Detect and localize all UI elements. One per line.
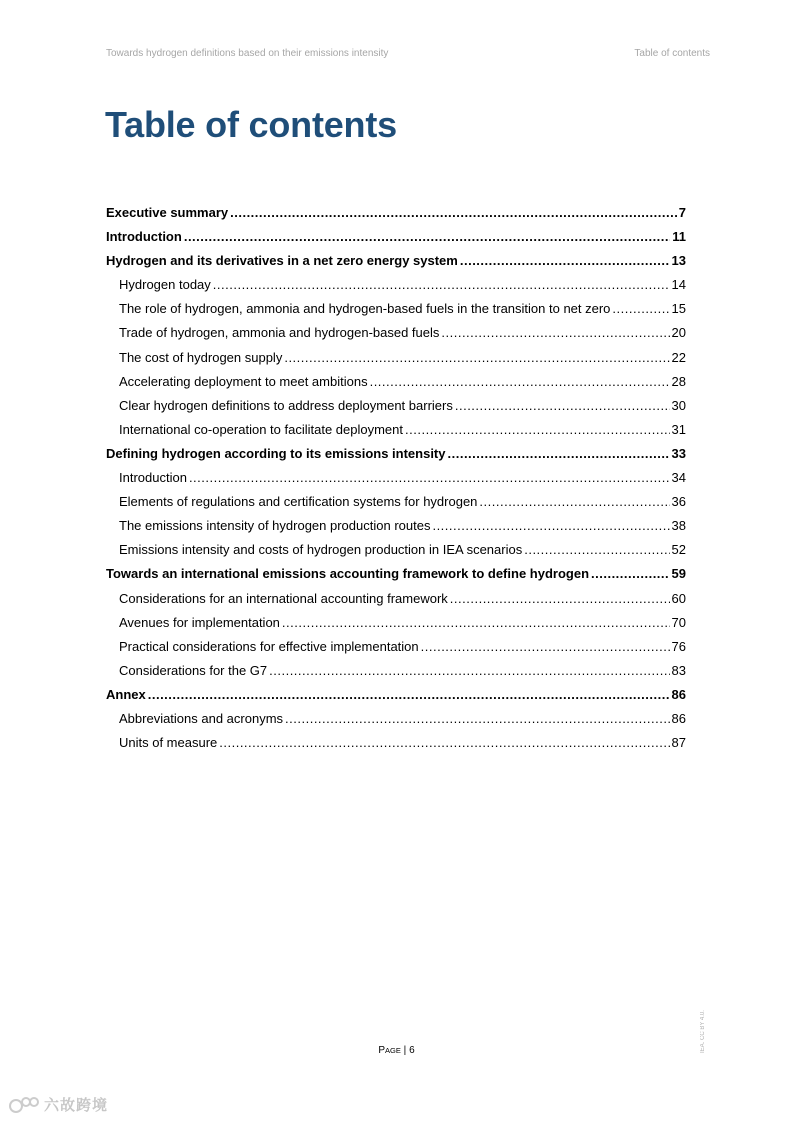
toc-entry-page: 34 — [671, 470, 686, 486]
toc-entry[interactable] — [106, 418, 686, 442]
page-label-initial: P — [378, 1045, 386, 1056]
toc-entry-page: 83 — [671, 662, 686, 678]
toc-entry-title: The emissions intensity of hydrogen production routes — [119, 518, 431, 534]
toc-dot-leader — [455, 394, 670, 418]
toc-entry-title: Hydrogen today — [119, 277, 211, 293]
toc-entry-title: Introduction — [119, 470, 187, 486]
toc-entry[interactable] — [106, 370, 686, 394]
page-separator: | — [403, 1045, 407, 1056]
toc-dot-leader — [230, 201, 677, 225]
toc-dot-leader — [219, 731, 669, 755]
toc-entry[interactable] — [106, 490, 686, 514]
toc-dot-leader — [479, 490, 669, 514]
toc-entry-page: 52 — [671, 542, 686, 558]
toc-entry[interactable] — [106, 611, 686, 635]
toc-entry-title: Annex — [106, 686, 146, 702]
toc-entry[interactable] — [106, 346, 686, 370]
toc-entry-title: Avenues for implementation — [119, 614, 280, 630]
toc-entry-title: Clear hydrogen definitions to address deployment barriers — [119, 397, 453, 413]
toc-entry[interactable] — [106, 273, 686, 297]
toc-dot-leader — [591, 562, 670, 586]
toc-entry-title: Trade of hydrogen, ammonia and hydrogen-based fuels — [119, 325, 440, 341]
toc-dot-leader — [441, 321, 669, 345]
toc-entry-title: The cost of hydrogen supply — [119, 349, 283, 365]
toc-entry[interactable] — [106, 562, 686, 586]
toc-dot-leader — [213, 273, 670, 297]
toc-entry-page: 15 — [671, 301, 686, 317]
toc-entry[interactable] — [106, 635, 686, 659]
toc-entry-page: 13 — [671, 253, 686, 269]
toc-entry-page: 30 — [671, 397, 686, 413]
toc-dot-leader — [148, 683, 670, 707]
toc-entry-title: The role of hydrogen, ammonia and hydrogen-based fuels in the transition to net zero — [119, 301, 611, 317]
toc-dot-leader — [184, 225, 670, 249]
toc-entry[interactable] — [106, 225, 686, 249]
toc-entry-page: 76 — [671, 638, 686, 654]
toc-entry-page: 33 — [671, 445, 686, 461]
toc-entry[interactable] — [106, 659, 686, 683]
toc-dot-leader — [432, 514, 669, 538]
toc-entry-page: 86 — [671, 686, 686, 702]
toc-dot-leader — [405, 418, 670, 442]
toc-dot-leader — [284, 346, 669, 370]
running-header-document-title: Towards hydrogen definitions based on their emissions intensity — [106, 48, 389, 59]
toc-entry-title: Accelerating deployment to meet ambitions — [119, 373, 368, 389]
toc-entry-title: Defining hydrogen according to its emissions intensity — [106, 445, 446, 461]
toc-entry-title: Practical considerations for effective implementation — [119, 638, 419, 654]
toc-entry-title: Considerations for an international accounting framework — [119, 590, 448, 606]
toc-entry-title: Towards an international emissions accounting framework to define hydrogen — [106, 566, 590, 582]
toc-entry-title: Considerations for the G7 — [119, 662, 268, 678]
toc-entry-title: Emissions intensity and costs of hydrogen production in IEA scenarios — [119, 542, 523, 558]
toc-entry-page: 28 — [671, 373, 686, 389]
watermark-text: 六故跨境 — [44, 1097, 109, 1114]
toc-entry-page: 38 — [671, 518, 686, 534]
toc-entry-page: 59 — [671, 566, 686, 582]
toc-dot-leader — [612, 297, 669, 321]
toc-entry[interactable] — [106, 321, 686, 345]
toc-entry-page: 14 — [671, 277, 686, 293]
toc-entry[interactable] — [106, 587, 686, 611]
toc-entry[interactable] — [106, 201, 686, 225]
toc-entry-page: 60 — [671, 590, 686, 606]
toc-entry-title: Abbreviations and acronyms — [119, 710, 284, 726]
toc-entry[interactable] — [106, 297, 686, 321]
toc-dot-leader — [524, 538, 669, 562]
page-label-rest: AGE — [385, 1046, 401, 1055]
toc-entry[interactable] — [106, 683, 686, 707]
toc-entry-title: Units of measure — [119, 735, 218, 751]
running-header-section: Table of contents — [634, 48, 710, 59]
toc-entry-page: 31 — [671, 421, 686, 437]
toc-entry-title: Elements of regulations and certification systems for hydrogen — [119, 494, 478, 510]
toc-entry-page: 36 — [671, 494, 686, 510]
toc-dot-leader — [285, 707, 670, 731]
toc-dot-leader — [460, 249, 670, 273]
toc-dot-leader — [189, 466, 670, 490]
toc-dot-leader — [370, 370, 670, 394]
toc-entry[interactable] — [106, 442, 686, 466]
toc-entry-page: 70 — [671, 614, 686, 630]
license-notice: IEA. CC BY 4.0. — [700, 1010, 706, 1053]
toc-entry-title: Hydrogen and its derivatives in a net zero energy system — [106, 253, 458, 269]
toc-dot-leader — [450, 587, 670, 611]
toc-entry-page: 87 — [671, 735, 686, 751]
toc-entry[interactable] — [106, 466, 686, 490]
watermark — [8, 1094, 108, 1115]
toc-entry-page: 7 — [678, 205, 686, 220]
toc-entry-title: International co-operation to facilitate deployment — [119, 421, 404, 437]
page-footer — [0, 1045, 793, 1056]
toc-entry-title: Executive summary — [106, 205, 229, 220]
toc-entry-title: Introduction — [106, 229, 182, 245]
toc-entry[interactable] — [106, 394, 686, 418]
toc-entry[interactable] — [106, 249, 686, 273]
watermark-logo-icon — [8, 1095, 40, 1115]
toc-entry[interactable] — [106, 514, 686, 538]
toc-entry-page: 20 — [671, 325, 686, 341]
table-of-contents — [106, 201, 686, 755]
toc-dot-leader — [421, 635, 670, 659]
toc-dot-leader — [269, 659, 669, 683]
toc-dot-leader — [448, 442, 670, 466]
page-number: 6 — [409, 1045, 415, 1056]
toc-dot-leader — [282, 611, 670, 635]
toc-entry[interactable] — [106, 538, 686, 562]
toc-entry-page: 22 — [671, 349, 686, 365]
toc-entry-page: 86 — [671, 710, 686, 726]
toc-entry-page: 11 — [672, 229, 686, 245]
page-title: Table of contents — [105, 104, 397, 145]
toc-entry[interactable] — [106, 707, 686, 731]
toc-entry[interactable] — [106, 731, 686, 755]
